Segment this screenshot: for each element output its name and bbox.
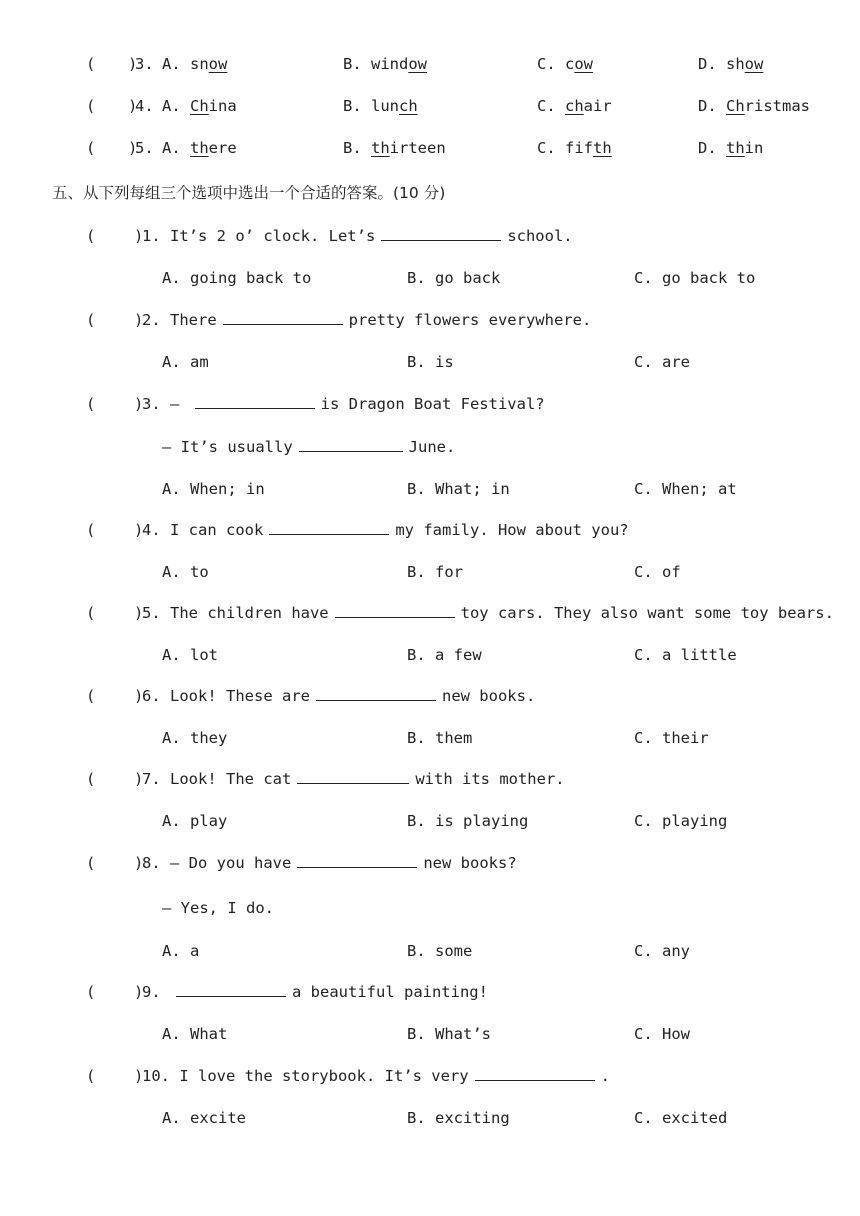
answer-bracket-left: ( (86, 521, 96, 539)
question-text: toy cars. They also want some toy bears. (460, 604, 834, 622)
option-letter: A. (162, 139, 190, 157)
answer-bracket-right: ) (134, 983, 144, 1001)
question-text: — Yes, I do. (162, 899, 274, 917)
question-stem (142, 853, 517, 873)
underlined-letters: Ch (726, 97, 745, 115)
answer-option-c[interactable]: C. a little (634, 646, 737, 664)
question-text: — (170, 395, 189, 413)
answer-option-b[interactable]: B. is playing (407, 812, 529, 830)
question-text: is Dragon Boat Festival? (320, 395, 545, 413)
phonics-option-b[interactable] (343, 138, 446, 158)
answer-bracket-left: ( (86, 227, 96, 245)
answer-option-b[interactable]: B. some (407, 942, 473, 960)
question-stem (142, 603, 834, 623)
phonics-option-b[interactable] (343, 96, 418, 116)
underlined-letters: ch (399, 97, 418, 115)
answer-blank[interactable] (475, 1066, 595, 1081)
question-number: 6. (142, 687, 170, 705)
question-text: — Do you have (170, 854, 292, 872)
question-stem (142, 1066, 610, 1086)
option-letter: D. (698, 55, 726, 73)
dialogue-reply (162, 898, 274, 918)
word-part: irteen (389, 139, 446, 157)
phonics-option-d[interactable] (698, 96, 810, 116)
question-stem (142, 982, 488, 1002)
phonics-option-a[interactable] (162, 54, 227, 74)
answer-blank[interactable] (176, 982, 286, 997)
question-text: school. (507, 227, 573, 245)
phonics-option-c[interactable] (537, 138, 612, 158)
question-number: 1. (142, 227, 170, 245)
answer-bracket-left: ( (86, 687, 96, 705)
answer-option-a[interactable]: A. excite (162, 1109, 246, 1127)
answer-option-a[interactable]: A. What (162, 1025, 228, 1043)
answer-bracket-right: ) (134, 227, 144, 245)
phonics-option-a[interactable] (162, 96, 237, 116)
question-text: It’s 2 o’ clock. Let’s (170, 227, 376, 245)
option-letter: A. (162, 55, 190, 73)
phonics-option-b[interactable] (343, 54, 427, 74)
underlined-letters: th (190, 139, 209, 157)
question-text: June. (408, 438, 456, 456)
option-letter: C. (537, 139, 565, 157)
question-number: 4. (135, 97, 154, 115)
underlined-letters: ow (208, 55, 228, 73)
answer-bracket-left: ( (86, 604, 96, 622)
question-stem (142, 769, 565, 789)
option-letter: B. (343, 139, 371, 157)
answer-bracket-right: ) (134, 770, 144, 788)
section-5-heading: 五、从下列每组三个选项中选出一个合适的答案。(10 分) (52, 184, 446, 202)
word-part: sh (726, 55, 745, 73)
question-stem (142, 520, 629, 540)
answer-bracket-left: ( (86, 1067, 96, 1085)
question-number: 9. (142, 983, 170, 1001)
answer-option-b[interactable]: B. go back (407, 269, 501, 287)
answer-bracket-left: ( (86, 983, 96, 1001)
answer-blank[interactable] (195, 394, 315, 409)
option-letter: D. (698, 139, 726, 157)
answer-bracket-left: ( (86, 311, 96, 329)
answer-option-a[interactable]: A. When; in (162, 480, 265, 498)
question-text: I can cook (170, 521, 264, 539)
answer-option-c[interactable]: C. any (634, 942, 690, 960)
answer-blank[interactable] (299, 437, 403, 452)
answer-option-a[interactable]: A. play (162, 812, 228, 830)
question-number: 7. (142, 770, 170, 788)
underlined-letters: th (726, 139, 745, 157)
question-stem (142, 686, 535, 706)
underlined-letters: th (371, 139, 390, 157)
word-part: ere (208, 139, 237, 157)
word-part: air (583, 97, 612, 115)
word-part: sn (190, 55, 209, 73)
option-letter: B. (343, 97, 371, 115)
underlined-letters: th (593, 139, 612, 157)
question-text: — It’s usually (162, 438, 293, 456)
question-text: Look! These are (170, 687, 310, 705)
question-text: Look! The cat (170, 770, 292, 788)
word-part: in (744, 139, 764, 157)
answer-option-c[interactable]: C. their (634, 729, 709, 747)
phonics-option-d[interactable] (698, 138, 763, 158)
answer-bracket-right: ) (128, 55, 138, 73)
answer-option-c[interactable]: C. How (634, 1025, 690, 1043)
question-stem (142, 310, 591, 330)
question-number: 8. (142, 854, 170, 872)
answer-option-c[interactable]: C. are (634, 353, 690, 371)
answer-option-b[interactable]: B. for (407, 563, 463, 581)
answer-option-b[interactable]: B. exciting (407, 1109, 510, 1127)
question-number: 4. (142, 521, 170, 539)
option-letter: A. (162, 97, 190, 115)
underlined-letters: Ch (190, 97, 209, 115)
question-text: new books. (441, 687, 536, 705)
question-number: 5. (142, 604, 170, 622)
answer-bracket-left: ( (86, 395, 96, 413)
answer-blank[interactable] (297, 769, 409, 784)
question-text: There (170, 311, 217, 329)
answer-blank[interactable] (223, 310, 343, 325)
question-number: 5. (135, 139, 154, 157)
answer-option-c[interactable]: C. When; at (634, 480, 737, 498)
answer-option-c[interactable]: C. go back to (634, 269, 756, 287)
answer-bracket-right: ) (134, 687, 144, 705)
underlined-letters: ch (565, 97, 584, 115)
answer-option-b[interactable]: B. What’s (407, 1025, 491, 1043)
question-stem (142, 226, 573, 246)
phonics-option-a[interactable] (162, 138, 237, 158)
answer-blank[interactable] (297, 853, 417, 868)
answer-bracket-right: ) (134, 521, 144, 539)
question-number: 3. (135, 55, 154, 73)
answer-option-b[interactable]: B. them (407, 729, 473, 747)
answer-bracket-right: ) (134, 1067, 144, 1085)
question-text: pretty flowers everywhere. (348, 311, 592, 329)
underlined-letters: ow (408, 55, 427, 73)
answer-option-a[interactable]: A. am (162, 353, 209, 371)
option-letter: C. (537, 97, 565, 115)
underlined-letters: ow (744, 55, 764, 73)
answer-option-b[interactable]: B. What; in (407, 480, 510, 498)
question-text: with its mother. (415, 770, 565, 788)
answer-bracket-left: ( (86, 139, 96, 157)
option-letter: D. (698, 97, 726, 115)
word-part: fif (565, 139, 593, 157)
question-text: a beautiful painting! (292, 983, 488, 1001)
word-part: wind (371, 55, 409, 73)
answer-bracket-left: ( (86, 97, 96, 115)
answer-option-b[interactable]: B. is (407, 353, 454, 371)
answer-option-a[interactable]: A. going back to (162, 269, 312, 287)
answer-option-a[interactable]: A. lot (162, 646, 218, 664)
answer-bracket-right: ) (134, 311, 144, 329)
question-number: 10. (142, 1067, 180, 1085)
question-stem (142, 394, 545, 414)
question-number: 3. (142, 395, 170, 413)
answer-option-a[interactable]: A. to (162, 563, 209, 581)
option-letter: B. (343, 55, 371, 73)
answer-option-a[interactable]: A. a (162, 942, 200, 960)
answer-bracket-left: ( (86, 55, 96, 73)
answer-bracket-right: ) (128, 139, 138, 157)
word-part: ristmas (744, 97, 810, 115)
word-part: ina (208, 97, 237, 115)
word-part: lun (371, 97, 399, 115)
answer-blank[interactable] (269, 520, 389, 535)
phonics-option-d[interactable] (698, 54, 763, 74)
answer-bracket-right: ) (134, 604, 144, 622)
answer-option-a[interactable]: A. they (162, 729, 228, 747)
option-letter: C. (537, 55, 565, 73)
question-text: my family. How about you? (395, 521, 629, 539)
phonics-option-c[interactable] (537, 96, 612, 116)
word-part: c (565, 55, 575, 73)
dialogue-reply (162, 437, 455, 457)
question-text: I love the storybook. It’s very (179, 1067, 469, 1085)
answer-bracket-left: ( (86, 770, 96, 788)
answer-bracket-right: ) (128, 97, 138, 115)
question-number: 2. (142, 311, 170, 329)
answer-option-b[interactable]: B. a few (407, 646, 482, 664)
answer-blank[interactable] (335, 603, 455, 618)
answer-option-c[interactable]: C. playing (634, 812, 728, 830)
question-text: The children have (170, 604, 329, 622)
answer-bracket-right: ) (134, 854, 144, 872)
underlined-letters: ow (574, 55, 594, 73)
question-text: new books? (423, 854, 517, 872)
answer-blank[interactable] (316, 686, 436, 701)
answer-bracket-right: ) (134, 395, 144, 413)
phonics-option-c[interactable] (537, 54, 593, 74)
answer-option-c[interactable]: C. excited (634, 1109, 728, 1127)
answer-blank[interactable] (381, 226, 501, 241)
answer-bracket-left: ( (86, 854, 96, 872)
answer-option-c[interactable]: C. of (634, 563, 681, 581)
question-text: . (600, 1067, 610, 1085)
